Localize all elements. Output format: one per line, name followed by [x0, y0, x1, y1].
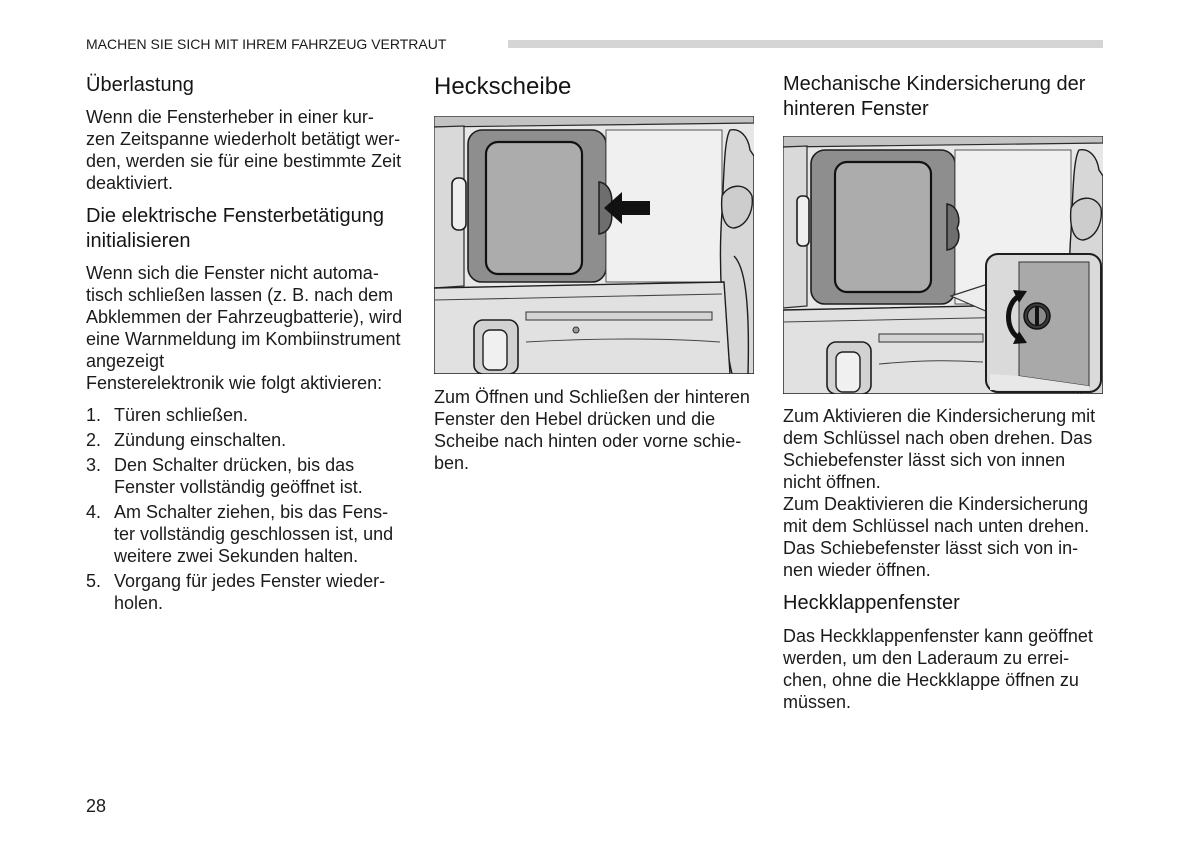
initialize-paragraph: Wenn sich die Fenster nicht automa- tisch schließen lassen (z. B. nach dem Abklemmen der Fahrzeugbatterie), wird eine Warnmeldung im Kombiinstrument angezeigt Fensterelektronik wie folgt aktivieren:: [86, 263, 403, 393]
door-handle: [474, 320, 518, 374]
key-lock-icon: [1024, 303, 1050, 329]
overload-paragraph: Wenn die Fensterheber in einer kur- zen Zeitspanne wiederholt betätigt wer- den, werden sie für eine bestimmte Zeit deaktiviert.: [86, 107, 402, 193]
rear-window-paragraph: Zum Öffnen und Schließen der hinteren Fenster den Hebel drücken und die Scheibe nach hinten oder vorne schie- ben.: [434, 387, 750, 473]
step-number: 5.: [86, 571, 102, 591]
step-number: 3.: [86, 455, 102, 475]
step-number: 2.: [86, 430, 102, 450]
list-item: [86, 501, 393, 567]
step-text: Vorgang für jedes Fenster wieder- holen.: [114, 571, 386, 613]
step-number: 4.: [86, 502, 102, 522]
step-number: 1.: [86, 405, 102, 425]
list-item: [86, 454, 393, 498]
pillar: [434, 126, 466, 288]
window-latch-lever: [947, 204, 959, 250]
heading-initialize: Die elektrische Fensterbetätigung initialisieren: [86, 205, 384, 252]
child-lock-illustration: [783, 136, 1103, 394]
step-text: Zündung einschalten.: [114, 430, 287, 450]
rear-window-illustration: [434, 116, 754, 374]
page-number: 28: [86, 796, 107, 816]
child-lock-detail-inset: [986, 254, 1101, 392]
pillar: [783, 146, 809, 308]
child-lock-paragraph: Zum Aktivieren die Kindersicherung mit dem Schlüssel nach oben drehen. Das Schiebefenster lässt sich von innen nicht öffnen. Zum Deaktivieren die Kindersicherung mit dem Schlüssel nach unten drehen. Das Schiebefenster lässt sich von in- nen wieder öffnen.: [783, 406, 1096, 580]
step-text: Türen schließen.: [114, 405, 249, 425]
heading-tailgate-window: Heckklappenfenster: [783, 592, 960, 614]
list-item: [86, 570, 393, 614]
rear-window-figure: [434, 116, 754, 374]
heading-overload: Überlastung: [86, 74, 194, 96]
heading-child-lock: Mechanische Kindersicherung der hinteren Fenster: [783, 73, 1086, 120]
pillar-latch: [797, 196, 809, 246]
sliding-window-glass: [835, 162, 931, 292]
list-item: [86, 404, 393, 426]
step-text: Am Schalter ziehen, bis das Fens- ter vollständig geschlossen ist, und weitere zwei Sekunden halten.: [114, 502, 394, 566]
list-item: [86, 429, 393, 451]
sliding-window-glass: [486, 142, 582, 274]
pillar-latch: [452, 178, 466, 230]
step-text: Den Schalter drücken, bis das Fenster vollständig geöffnet ist.: [114, 455, 363, 497]
running-header: MACHEN SIE SICH MIT IHREM FAHRZEUG VERTRAUT: [86, 36, 447, 52]
child-lock-figure: [783, 136, 1103, 394]
door-handle: [827, 342, 871, 394]
activation-steps-list: [86, 404, 393, 617]
heading-rear-window: Heckscheibe: [434, 73, 572, 100]
tailgate-window-paragraph: Das Heckklappenfenster kann geöffnet werden, um den Laderaum zu errei- chen, ohne die Heckklappe öffnen zu müssen.: [783, 626, 1093, 712]
header-rule: [508, 40, 1103, 48]
